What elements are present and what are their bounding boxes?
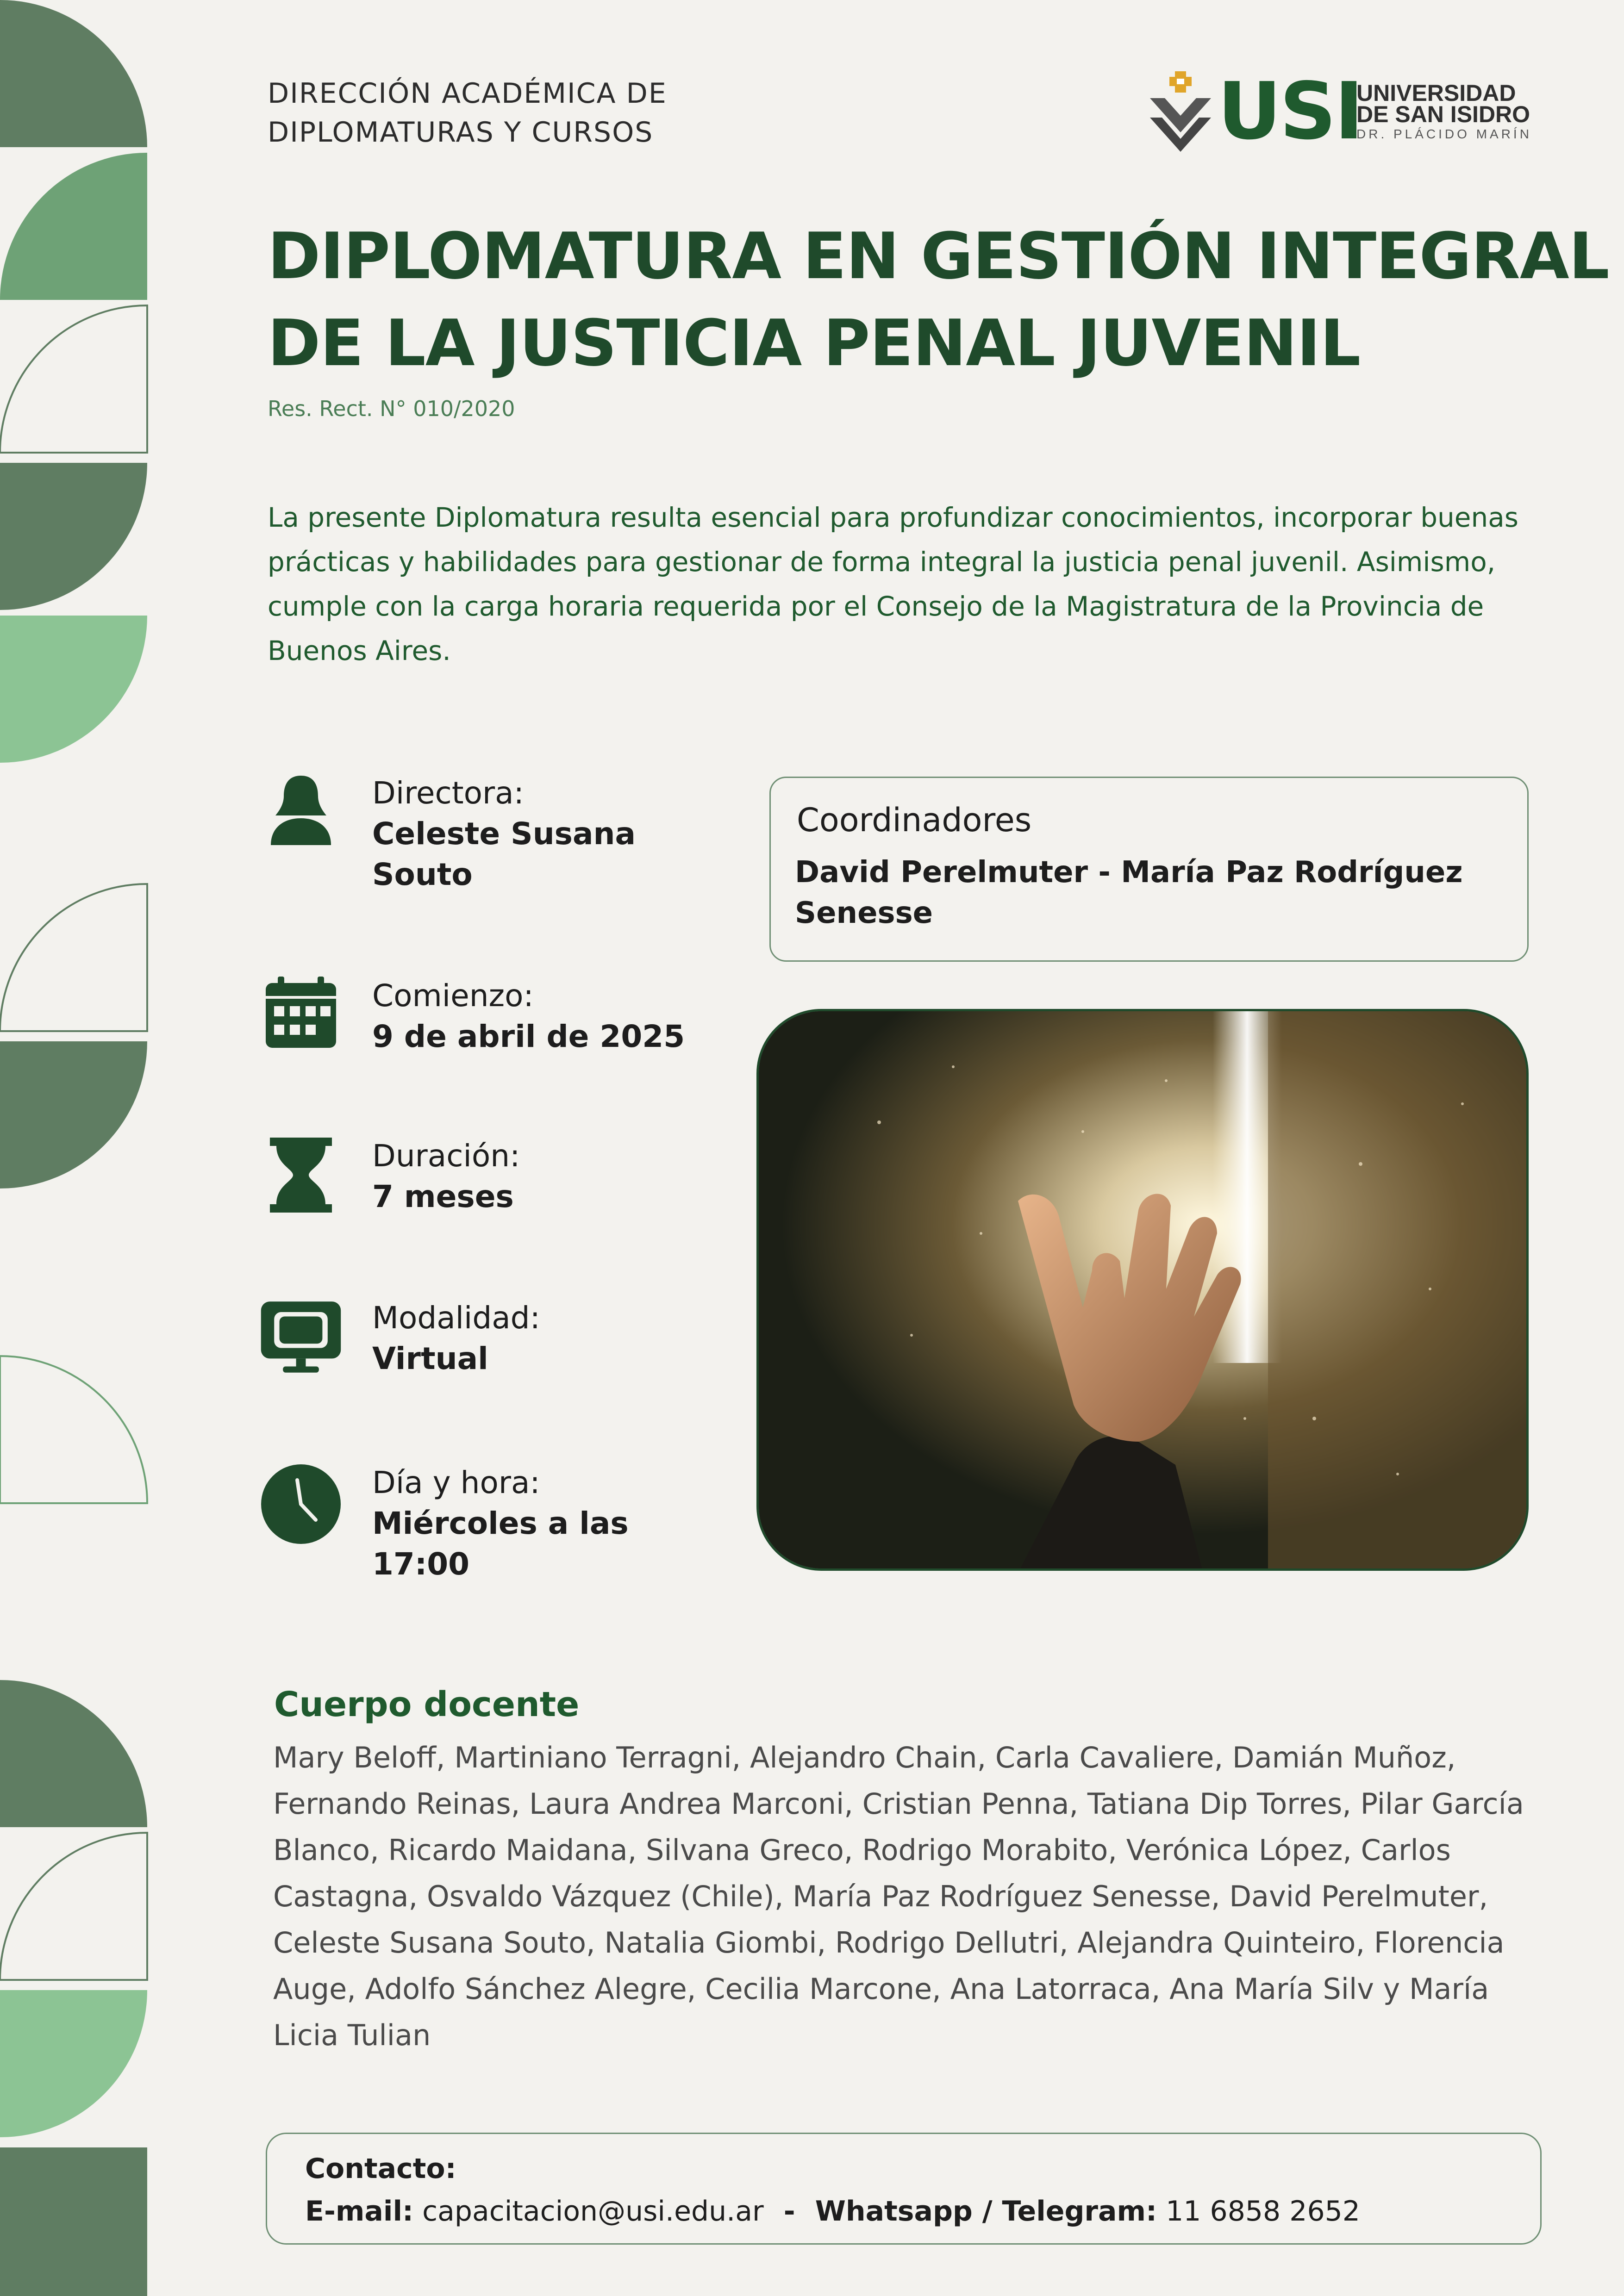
deco-shape	[0, 1356, 147, 1503]
coordinators-box	[769, 777, 1529, 962]
info-schedule	[259, 1462, 722, 1582]
deco-shape	[0, 153, 147, 300]
hand-reaching-light-photo	[756, 1009, 1529, 1571]
deco-shape	[0, 1041, 147, 1188]
phone-label: Whatsapp / Telegram:	[815, 2195, 1157, 2228]
duration-value: 7 meses	[372, 1179, 514, 1214]
faculty-title: Cuerpo docente	[274, 1685, 580, 1724]
person-icon	[259, 773, 343, 856]
clock-icon	[259, 1462, 343, 1546]
deco-shape	[0, 616, 147, 763]
deco-shape	[0, 1833, 147, 1980]
info-mode	[259, 1298, 722, 1390]
deco-shape	[0, 305, 147, 453]
contact-box	[266, 2133, 1542, 2245]
schedule-value: Miércoles a las 17:00	[372, 1506, 629, 1582]
logo-line-3: DR. PLÁCIDO MARÍN	[1356, 127, 1532, 141]
contact-label: Contacto:	[305, 2153, 456, 2185]
resolution-number: Res. Rect. N° 010/2020	[268, 396, 515, 421]
title-line-2: DE LA JUSTICIA PENAL JUVENIL	[268, 306, 1361, 380]
university-logo	[1148, 66, 1551, 157]
department-line-2: DIPLOMATURAS Y CURSOS	[268, 116, 654, 149]
info-duration	[259, 1136, 722, 1228]
start-value: 9 de abril de 2025	[372, 1019, 685, 1054]
schedule-label: Día y hora:	[372, 1465, 540, 1500]
email-link[interactable]: capacitacion@usi.edu.ar	[422, 2195, 764, 2228]
contact-details	[305, 2195, 1360, 2228]
deco-shape	[0, 0, 147, 147]
email-label: E-mail:	[305, 2195, 414, 2228]
intro-paragraph: La presente Diplomatura resulta esencial para profundizar conocimientos, incorporar buenas prácticas y habilidades para gestionar de forma integral la justicia penal juvenil. Asimismo, cumple con la carga horaria requerida por el Consejo de la Magistratura de la Provincia de Buenos Aires.	[268, 502, 1518, 666]
director-label: Directora:	[372, 775, 524, 811]
contact-separator: -	[783, 2195, 795, 2228]
deco-shape	[0, 463, 147, 610]
logo-abbreviation: USI	[1218, 66, 1362, 157]
coordinators-title: Coordinadores	[797, 801, 1032, 839]
duration-label: Duración:	[372, 1138, 520, 1174]
logo-line-2: DE SAN ISIDRO	[1356, 101, 1530, 127]
logo-wordmark	[1356, 82, 1532, 142]
monitor-icon	[259, 1298, 343, 1381]
info-director	[259, 773, 722, 892]
department-name	[268, 74, 667, 152]
coordinators-names: David Perelmuter - María Paz Rodríguez Senesse	[795, 855, 1463, 930]
deco-shape	[0, 1680, 147, 1827]
page-title	[268, 213, 1609, 387]
deco-shape	[0, 1990, 147, 2137]
info-start-date	[259, 976, 722, 1068]
photo-illustration	[759, 1011, 1529, 1571]
deco-shape	[0, 884, 147, 1031]
hourglass-icon	[259, 1136, 343, 1219]
director-value: Celeste Susana Souto	[372, 816, 636, 892]
calendar-icon	[259, 976, 343, 1059]
logo-line-1: UNIVERSIDAD	[1356, 80, 1516, 106]
logo-emblem-icon	[1148, 69, 1213, 153]
title-line-1: DIPLOMATURA EN GESTIÓN INTEGRAL	[268, 219, 1609, 293]
department-line-1: DIRECCIÓN ACADÉMICA DE	[268, 77, 667, 110]
mode-value: Virtual	[372, 1341, 488, 1376]
decorative-semicircles	[0, 0, 153, 2296]
start-label: Comienzo:	[372, 978, 534, 1014]
mode-label: Modalidad:	[372, 1300, 540, 1336]
deco-shape	[0, 2147, 147, 2296]
phone-number[interactable]: 11 6858 2652	[1166, 2195, 1360, 2228]
faculty-list: Mary Beloff, Martiniano Terragni, Alejandro Chain, Carla Cavaliere, Damián Muñoz, Fernando Reinas, Laura Andrea Marconi, Cristian Penna, Tatiana Dip Torres, Pilar García Blanco, Ricardo Maidana, Silvana Greco, Rodrigo Morabito, Verónica López, Carlos Castagna, Osvaldo Vázquez (Chile), María Paz Rodríguez Senesse, David Perelmuter, Celeste Susana Souto, Natalia Giombi, Rodrigo Dellutri, Alejandra Quinteiro, Florencia Auge, Adolfo Sánchez Alegre, Cecilia Marcone, Ana Latorraca, Ana María Silv y María Licia Tulian	[273, 1741, 1524, 2052]
